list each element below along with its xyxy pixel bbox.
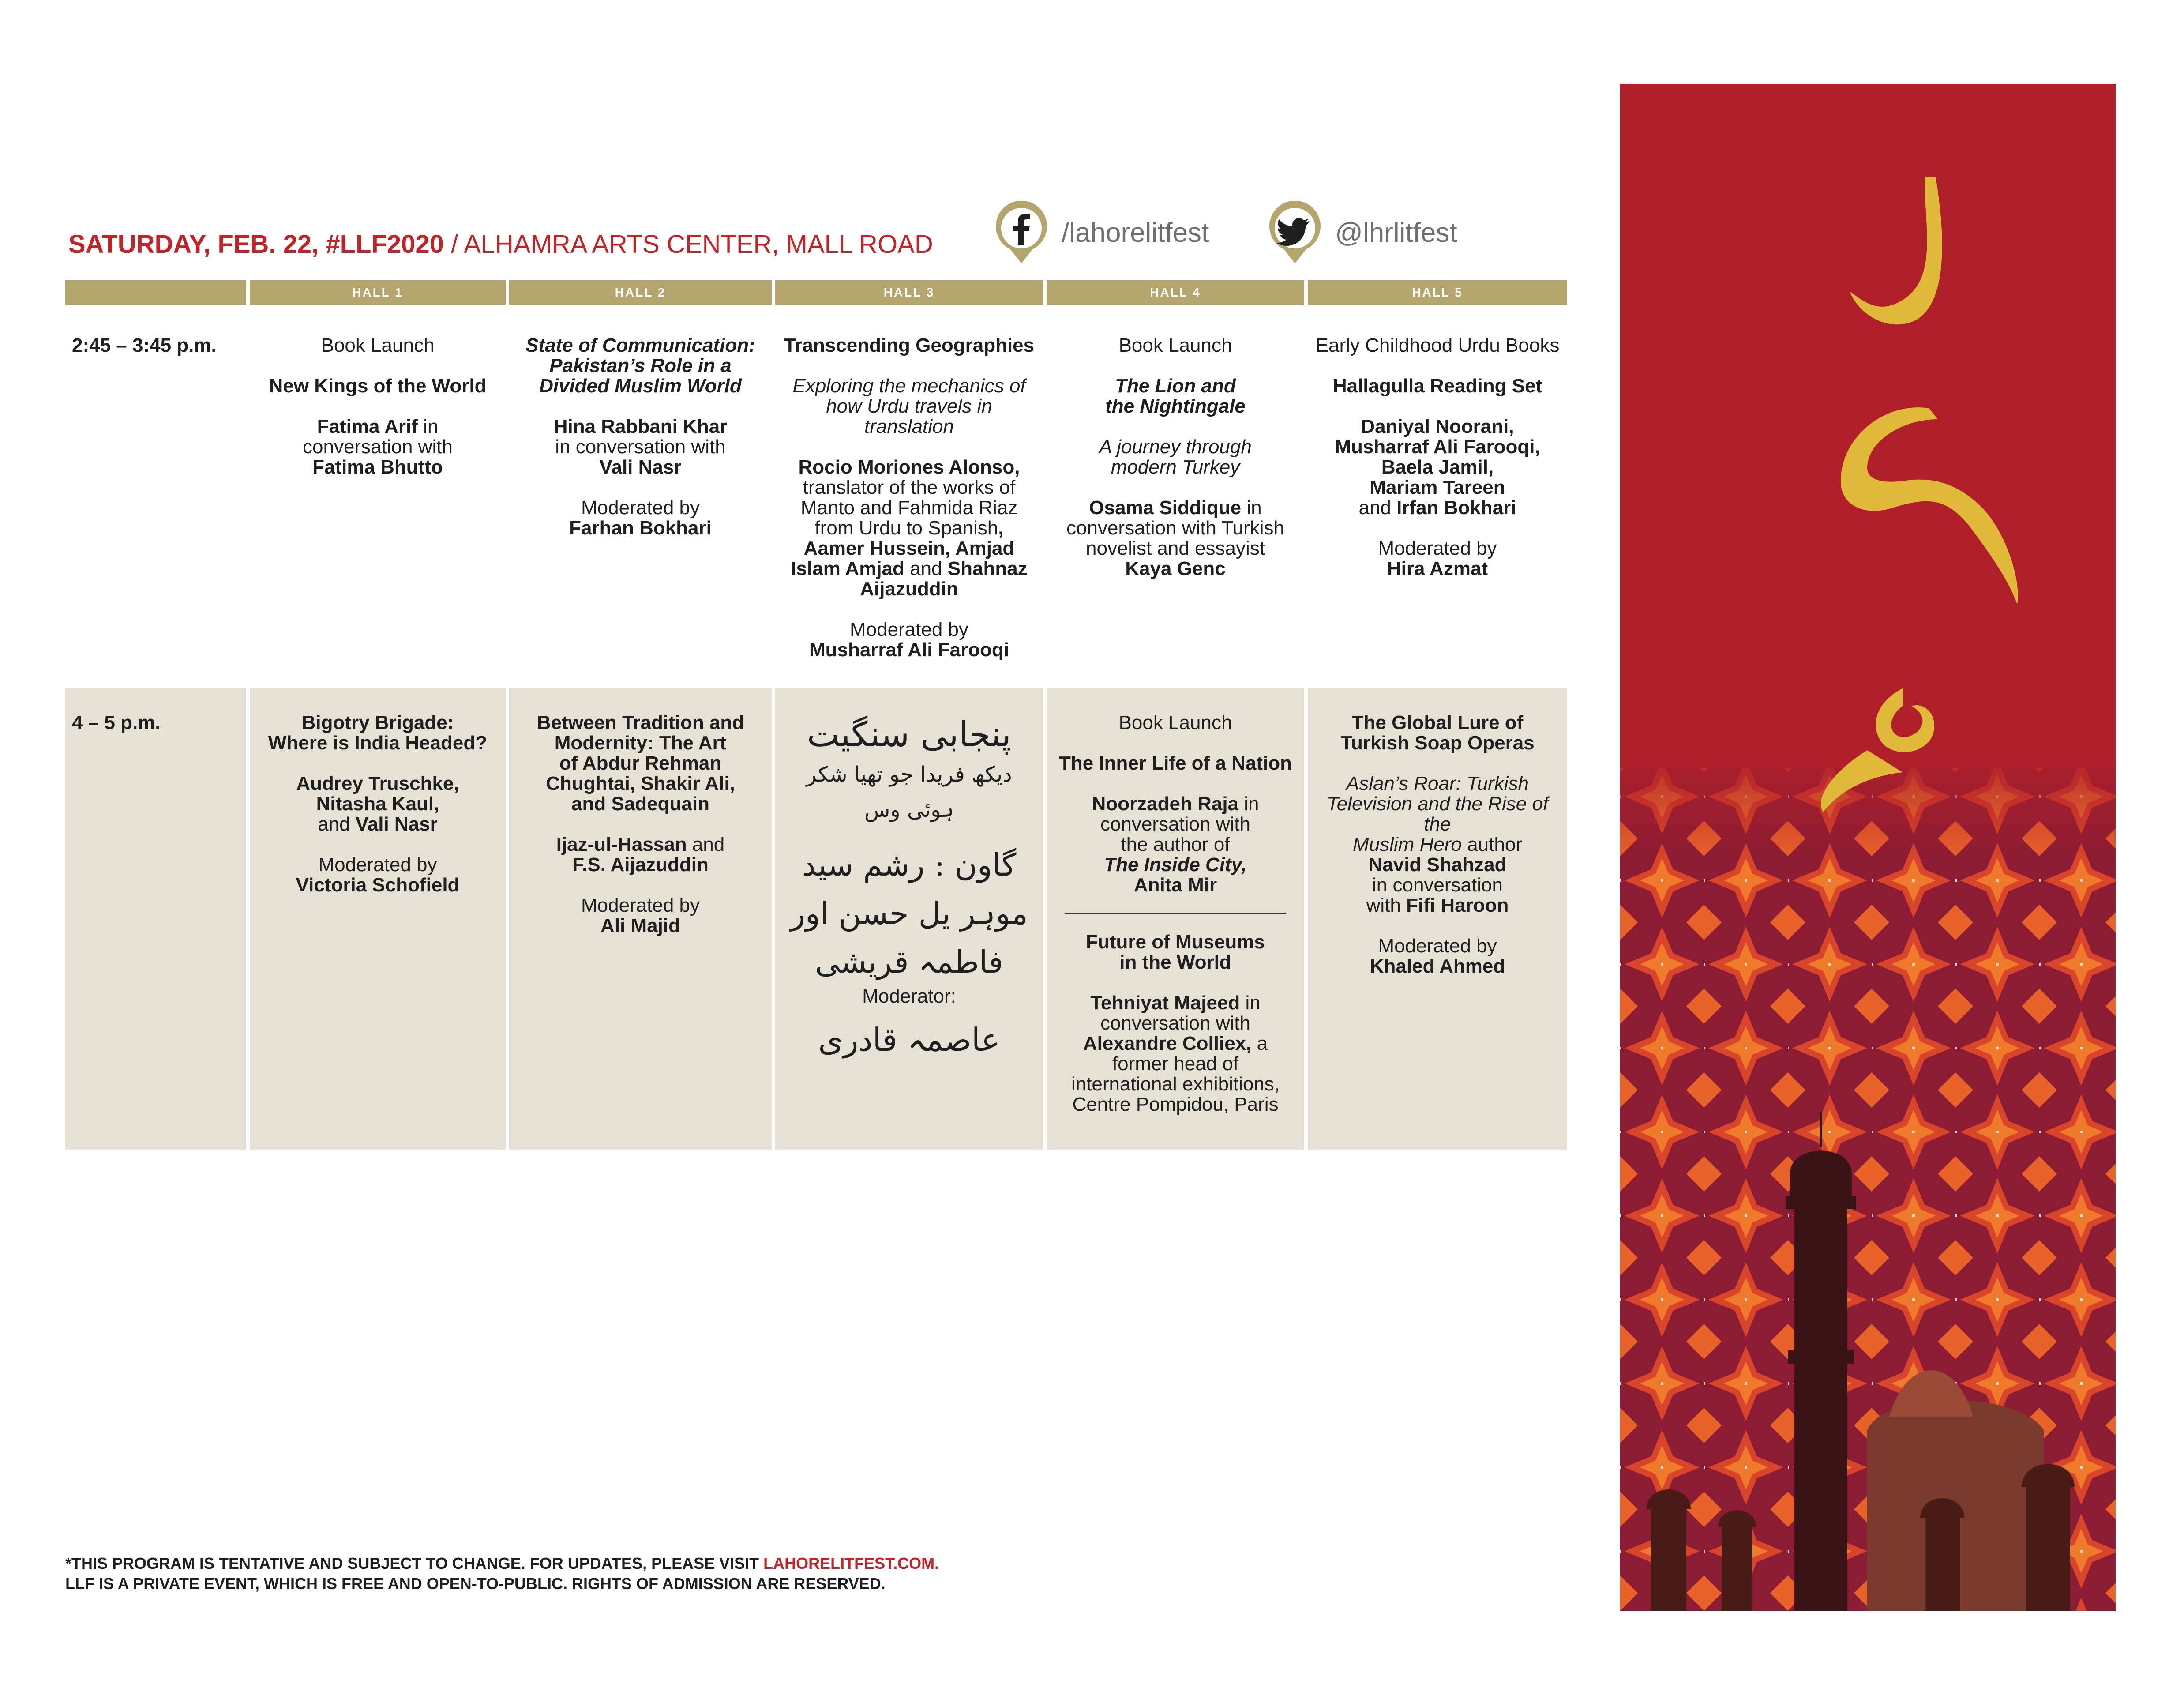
moderator: Khaled Ahmed xyxy=(1370,955,1505,977)
session-subtitle: modern Turkey xyxy=(1111,456,1240,478)
connector-text: with xyxy=(1366,895,1407,916)
session-title: Pakistan’s Role in a xyxy=(549,355,732,376)
speaker-description: a xyxy=(1251,1033,1268,1054)
speaker-description: Centre Pompidou, Paris xyxy=(1072,1094,1279,1115)
speaker: Tehniyat Majeed xyxy=(1090,992,1240,1014)
speaker: Vali Nasr xyxy=(355,813,438,835)
connector-text: in conversation with xyxy=(555,436,726,458)
book-title: Muslim Hero xyxy=(1353,834,1462,855)
session-hall2 xyxy=(509,335,772,688)
speaker: Hina Rabbani Khar xyxy=(553,416,728,437)
slot-time: 4 – 5 p.m. xyxy=(65,688,246,1150)
moderator: Hira Azmat xyxy=(1387,558,1488,579)
urdu-session-subtitle: دیکھ فریدا جو تھیا شکر ہوئی وس xyxy=(806,762,1012,822)
session-title: Hallagulla Reading Set xyxy=(1332,375,1542,397)
speaker: Mariam Tareen xyxy=(1370,477,1505,498)
speaker: Kaya Genc xyxy=(1125,558,1226,579)
connector-text: and xyxy=(904,558,948,579)
speaker: Noorzadeh Raja xyxy=(1092,793,1239,815)
session-title: Divided Muslim World xyxy=(539,375,742,397)
session-type: Book Launch xyxy=(1118,712,1232,733)
session-title: The Global Lure of xyxy=(1351,712,1524,733)
connector-text: and xyxy=(1358,497,1397,519)
speaker: Aamer Hussein, Amjad xyxy=(803,538,1015,559)
book-title: The Inside City, xyxy=(1104,854,1247,876)
moderator: Ali Majid xyxy=(600,915,680,936)
session-title: The Lion and xyxy=(1115,375,1236,397)
session-subtitle: A journey through xyxy=(1099,436,1252,458)
time-slot-1 xyxy=(65,305,1575,688)
speaker: Anita Mir xyxy=(1133,874,1217,896)
session-type: Early Childhood Urdu Books xyxy=(1315,335,1560,356)
session-hall5 xyxy=(1308,688,1567,1150)
session-title: Turkish Soap Operas xyxy=(1340,732,1535,754)
speaker: Ijaz-ul-Hassan xyxy=(556,834,687,855)
session-hall4 xyxy=(1047,335,1304,688)
connector-text: author xyxy=(1461,834,1522,855)
facebook-link[interactable] xyxy=(993,201,1209,265)
session-title: of Abdur Rehman xyxy=(559,752,722,774)
footer-line-1: *THIS PROGRAM IS TENTATIVE AND SUBJECT TO CHANGE. FOR UPDATES, PLEASE VISIT xyxy=(65,1554,764,1572)
decorative-banner xyxy=(1620,84,2116,1611)
moderator-label: Moderated by xyxy=(1378,538,1497,559)
session-title: New Kings of the World xyxy=(269,375,487,397)
footer-line-2: LLF IS A PRIVATE EVENT, WHICH IS FREE AND OPEN-TO-PUBLIC. RIGHTS OF ADMISSION ARE RESERVED. xyxy=(65,1575,886,1593)
title-separator: / xyxy=(443,230,464,259)
speaker: Fatima Bhutto xyxy=(312,456,443,478)
urdu-singers: موہر یل حسن اور xyxy=(790,895,1028,932)
session-subtitle: how Urdu travels in xyxy=(826,395,992,417)
hall-header-2: HALL 2 xyxy=(509,280,772,305)
speaker-description: translator of the works of xyxy=(803,477,1016,498)
speaker: Baela Jamil, xyxy=(1381,456,1494,478)
session-title: Where is India Headed? xyxy=(268,732,488,754)
session-divider xyxy=(1065,913,1286,914)
book-title: Television and the Rise of the xyxy=(1326,793,1549,835)
connector-text: in xyxy=(417,416,439,437)
website-link[interactable]: LAHORELITFEST.COM. xyxy=(763,1554,939,1572)
moderator-label: Moderator: xyxy=(862,985,956,1007)
speaker: Vali Nasr xyxy=(599,456,682,478)
hall-header-3: HALL 3 xyxy=(775,280,1043,305)
speaker: Audrey Truschke, xyxy=(296,773,459,794)
speaker-description: conversation with xyxy=(1100,813,1250,835)
schedule-table xyxy=(65,280,1575,1150)
connector-text: in xyxy=(1240,992,1261,1014)
moderator-label: Moderated by xyxy=(581,895,700,916)
connector-text: in xyxy=(1238,793,1259,815)
speaker: Alexandre Colliex, xyxy=(1083,1033,1252,1054)
session-type: Book Launch xyxy=(1118,335,1232,356)
speaker: Fatima Arif xyxy=(317,416,418,437)
hall-header-4: HALL 4 xyxy=(1047,280,1304,305)
session-title: Between Tradition and xyxy=(537,712,744,733)
facebook-icon xyxy=(993,201,1050,265)
session-title: Modernity: The Art xyxy=(554,732,727,754)
slot-time: 2:45 – 3:45 p.m. xyxy=(72,335,217,356)
session-hall1 xyxy=(250,688,506,1150)
twitter-icon xyxy=(1266,201,1324,265)
session-title: The Inner Life of a Nation xyxy=(1058,752,1292,774)
speaker: Islam Amjad xyxy=(791,558,904,579)
session-title: Transcending Geographies xyxy=(784,335,1035,356)
moderator: Musharraf Ali Farooqi xyxy=(809,639,1009,661)
twitter-link[interactable] xyxy=(1266,201,1457,265)
speaker: Daniyal Noorani, xyxy=(1361,416,1514,437)
session-hall3 xyxy=(775,688,1043,1150)
urdu-singers: گاون : رشم سید xyxy=(802,847,1017,883)
punctuation: , xyxy=(998,517,1004,539)
hall-header-5: HALL 5 xyxy=(1308,280,1567,305)
connector-text: and xyxy=(318,813,356,835)
speaker: Aijazuddin xyxy=(860,578,958,600)
session-title: State of Communication: xyxy=(525,335,755,356)
session-type: Book Launch xyxy=(321,335,435,356)
urdu-session-title: پنجابی سنگیت xyxy=(807,715,1011,755)
speaker: F.S. Aijazuddin xyxy=(572,854,709,876)
event-venue: ALHAMRA ARTS CENTER, MALL ROAD xyxy=(464,230,933,259)
session-hall1 xyxy=(250,335,506,688)
speaker-description: Manto and Fahmida Riaz xyxy=(800,497,1018,519)
speaker-description: the author of xyxy=(1121,834,1230,855)
book-title: Aslan’s Roar: Turkish xyxy=(1346,773,1529,794)
speaker: Shahnaz xyxy=(947,558,1028,579)
session-hall3 xyxy=(775,335,1043,688)
speaker-description: novelist and essayist xyxy=(1086,538,1265,559)
speaker-description: former head of xyxy=(1112,1053,1239,1075)
connector-text: in xyxy=(1241,497,1262,519)
session-title: in the World xyxy=(1119,951,1231,973)
moderator-label: Moderated by xyxy=(581,497,700,519)
session-title: Bigotry Brigade: xyxy=(301,712,454,733)
footer-notice xyxy=(65,1553,939,1594)
hall-header-row xyxy=(65,280,1575,305)
session-subtitle: translation xyxy=(864,416,954,437)
session-title: Future of Museums xyxy=(1086,931,1265,953)
facebook-handle[interactable]: /lahorelitfest xyxy=(1062,218,1209,248)
session-title: Chughtai, Shakir Ali, xyxy=(546,773,735,794)
speaker-description: international exhibitions, xyxy=(1071,1073,1280,1095)
hall-header-1: HALL 1 xyxy=(250,280,506,305)
session-title: and Sadequain xyxy=(571,793,709,815)
speaker: Nitasha Kaul, xyxy=(316,793,439,815)
session-hall2 xyxy=(509,688,772,1150)
moderator: Farhan Bokhari xyxy=(569,517,712,539)
connector-text: in conversation xyxy=(1372,874,1503,896)
moderator: Victoria Schofield xyxy=(296,874,460,896)
speaker: Irfan Bokhari xyxy=(1396,497,1516,519)
speaker-description: conversation with Turkish xyxy=(1066,517,1284,539)
speaker: Fifi Haroon xyxy=(1406,895,1509,916)
urdu-singers: فاطمہ قریشی xyxy=(815,944,1003,980)
session-title: the Nightingale xyxy=(1105,395,1246,417)
session-hall5 xyxy=(1308,335,1567,688)
speaker-description: from Urdu to Spanish xyxy=(814,517,998,539)
speaker: Rocio Moriones Alonso, xyxy=(798,456,1020,478)
moderator-label: Moderated by xyxy=(1378,935,1497,957)
connector-text: and xyxy=(687,834,725,855)
twitter-handle[interactable]: @lhrlitfest xyxy=(1335,218,1457,248)
speaker: Osama Siddique xyxy=(1089,497,1242,519)
moderator-label: Moderated by xyxy=(318,854,437,876)
connector-text: conversation with xyxy=(1100,1012,1250,1034)
session-hall4 xyxy=(1047,688,1304,1150)
moderator-label: Moderated by xyxy=(849,619,969,640)
urdu-moderator: عاصمہ قادری xyxy=(818,1021,1000,1058)
connector-text: conversation with xyxy=(303,436,453,458)
page-title xyxy=(68,229,933,259)
event-date: SATURDAY, FEB. 22, #LLF2020 xyxy=(68,230,444,259)
banner-artwork xyxy=(1620,84,2116,1611)
hall-header-blank xyxy=(65,280,246,305)
speaker: Navid Shahzad xyxy=(1368,854,1507,876)
speaker: Musharraf Ali Farooqi, xyxy=(1335,436,1540,458)
time-slot-2 xyxy=(65,688,1575,1150)
session-subtitle: Exploring the mechanics of xyxy=(792,375,1026,397)
